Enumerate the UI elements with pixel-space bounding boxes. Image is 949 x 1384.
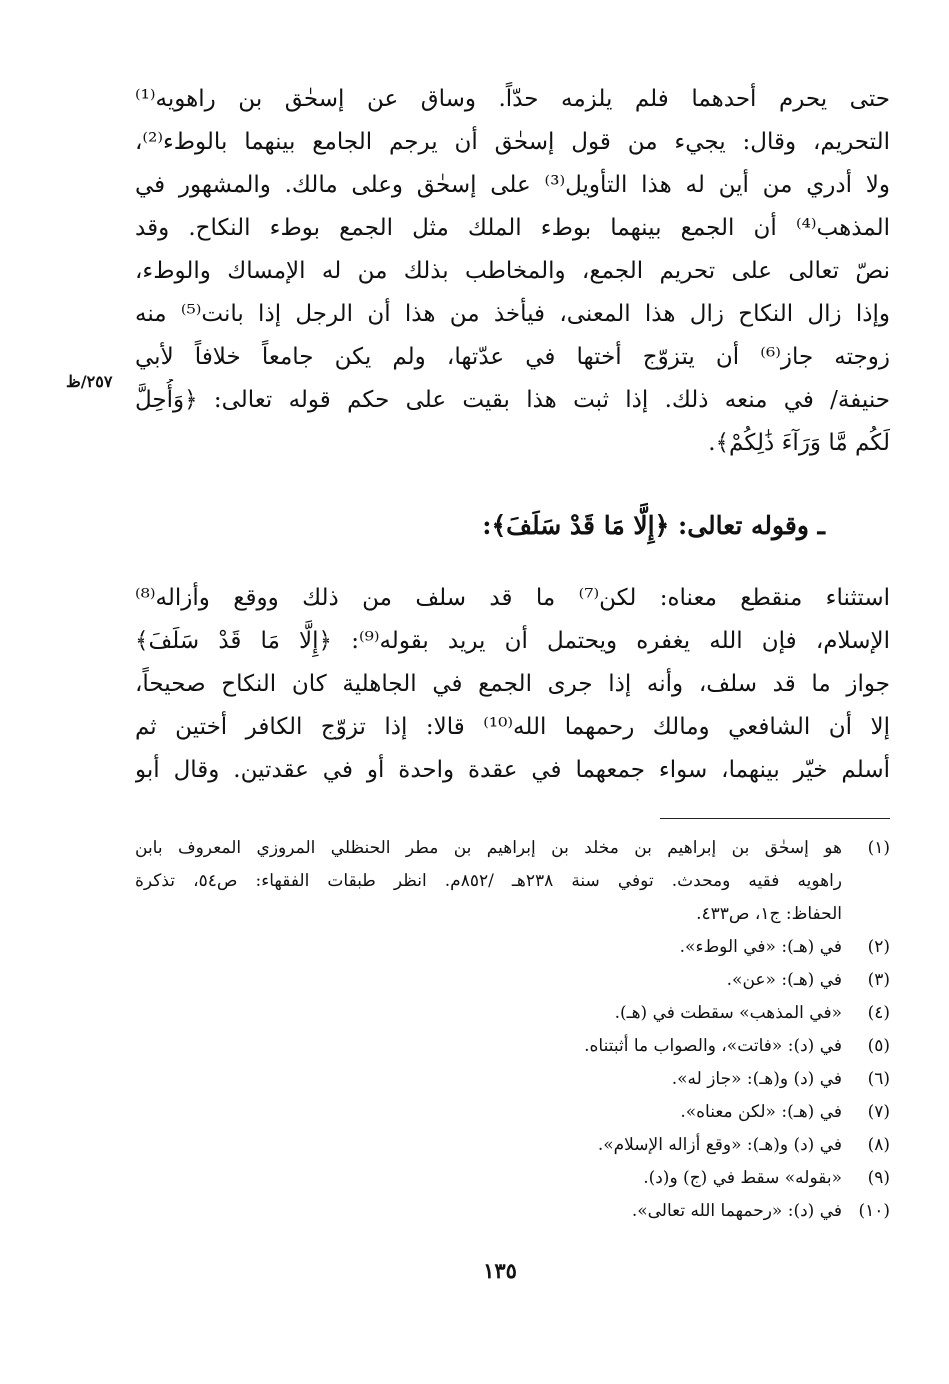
text-line: لَكُم مَّا وَرَآءَ ذَٰلِكُمْ﴾. (708, 430, 890, 456)
footnote-line: في (هـ): «لكن معناه». (680, 1102, 842, 1122)
footnote-number: (٨) (867, 1135, 890, 1155)
footnote-line: هو إسحٰق بن إبراهيم بن مخلد بن إبراهيم بن مطر الحنظلي المروزي المعروف بابن (135, 838, 842, 858)
text-line: جواز ما قد سلف، وأنه إذا جرى الجمع في الجاهلية كان النكاح صحيحاً، (135, 671, 890, 697)
section-paragraph (135, 577, 890, 792)
footnote-number: (٣) (867, 970, 890, 990)
footnote-line: في (هـ): «في الوطء». (679, 937, 842, 957)
text-line: زوجته جاز⁽⁶⁾ أن يتزوّج أختها في عدّتها، ولم يكن جامعاً خلافاً لأبي (135, 344, 890, 370)
footnote-number: (١) (867, 838, 890, 858)
text-line: الإسلام، فإن الله يغفره ويحتمل أن يريد بقوله⁽⁹⁾: ﴿إِلَّا مَا قَدْ سَلَفَ﴾ (135, 628, 890, 654)
footnotes (135, 832, 890, 1228)
text-line: حتى يحرم أحدهما فلم يلزمه حدّاً. وساق عن إسحٰق بن راهويه⁽¹⁾ (135, 86, 890, 112)
text-line: نصّ تعالى على تحريم الجمع، والمخاطب بذلك من له الإمساك والوطء، (135, 258, 890, 284)
footnote-number: (١٠) (858, 1201, 890, 1221)
footnote-text (135, 1030, 842, 1063)
footnote (135, 1096, 890, 1129)
footnote (135, 832, 890, 931)
footnote-divider (660, 818, 890, 819)
footnote (135, 1129, 890, 1162)
text-line: المذهب⁽⁴⁾ أن الجمع بينهما بوطء الملك مثل الجمع بوطء النكاح. وقد (135, 215, 890, 241)
text-line: ولا أدري من أين له هذا التأويل⁽³⁾ على إسحٰق وعلى مالك. والمشهور في (135, 172, 890, 198)
footnote-text (135, 1096, 842, 1129)
text-line: أسلم خيّر بينهما، سواء جمعهما في عقدة واحدة أو في عقدتين. وقال أبو (135, 757, 890, 783)
footnote-text (135, 1129, 842, 1162)
footnote-text (135, 832, 842, 931)
footnote (135, 1195, 890, 1228)
footnote (135, 1162, 890, 1195)
footnote-line: في (د): «رحمهما الله تعالى». (631, 1201, 842, 1221)
text-line: حنيفة/ في منعه ذلك. إذا ثبت هذا بقيت على حكم قوله تعالى: ﴿وَأُحِلَّ (135, 387, 890, 413)
footnote-number: (٥) (867, 1036, 890, 1056)
footnote-number: (٢) (867, 937, 890, 957)
footnote (135, 1030, 890, 1063)
footnote-line: «في المذهب» سقطت في (هـ). (614, 1003, 842, 1023)
footnote-number: (٧) (867, 1102, 890, 1122)
footnote-number: (٦) (867, 1069, 890, 1089)
footnote-number: (٩) (867, 1168, 890, 1188)
footnote (135, 997, 890, 1030)
footnote (135, 1063, 890, 1096)
text-line: التحريم، وقال: يجيء من قول إسحٰق أن يرجم الجامع بينهما بالوطء⁽²⁾، (135, 129, 890, 155)
footnote-text (135, 931, 842, 964)
footnote-line: في (د) و(هـ): «جاز له». (671, 1069, 842, 1089)
footnote-line: في (د): «فاتت»، والصواب ما أثبتناه. (584, 1036, 842, 1056)
footnote-text (135, 997, 842, 1030)
footnote-text (135, 964, 842, 997)
text-line: استثناء منقطع معناه: لكن⁽⁷⁾ ما قد سلف من ذلك ووقع وأزاله⁽⁸⁾ (135, 585, 890, 611)
main-paragraph (135, 78, 890, 465)
footnote-text (135, 1195, 842, 1228)
footnote-line: راهويه فقيه ومحدث. توفي سنة ٢٣٨هـ /٨٥٢م. انظر طبقات الفقهاء: ص٥٤، تذكرة (135, 871, 842, 891)
section-heading: ـ وقوله تعالى: ﴿إِلَّا مَا قَدْ سَلَفَ﴾: (482, 511, 825, 540)
manuscript-folio-note: ٢٥٧/ظ (66, 372, 113, 391)
footnote-text (135, 1063, 842, 1096)
footnote (135, 964, 890, 997)
footnote-text (135, 1162, 842, 1195)
footnote-line: «بقوله» سقط في (ج) و(د). (643, 1168, 842, 1188)
footnote-line: في (د) و(هـ): «وقع أزاله الإسلام». (597, 1135, 842, 1155)
footnote-line: الحفاظ: ج١، ص٤٣٣. (696, 904, 842, 924)
text-line: وإذا زال النكاح زال هذا المعنى، فيأخذ من هذا أن الرجل إذا بانت⁽⁵⁾ منه (135, 301, 890, 327)
footnote-line: في (هـ): «عن». (726, 970, 842, 990)
footnote (135, 931, 890, 964)
text-line: إلا أن الشافعي ومالك رحمهما الله⁽¹⁰⁾ قالا: إذا تزوّج الكافر أختين ثم (135, 714, 890, 740)
page-number: ١٣٥ (483, 1258, 517, 1283)
footnote-number: (٤) (867, 1003, 890, 1023)
